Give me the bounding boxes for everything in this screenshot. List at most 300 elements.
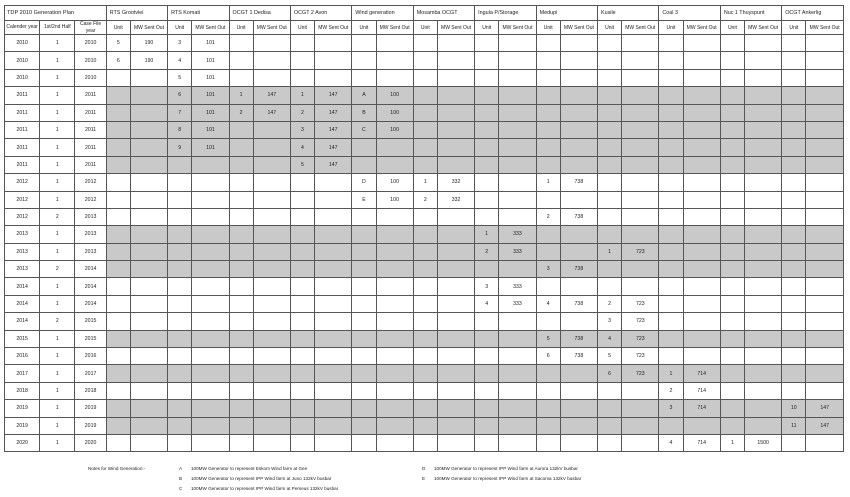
mw-cell: 101 xyxy=(192,69,229,86)
mw-cell xyxy=(622,121,659,138)
unit-cell xyxy=(659,417,683,434)
project-header: OCGT Ankerlig xyxy=(782,6,844,21)
half-cell: 1 xyxy=(40,104,75,121)
case-file-year-cell: 2011 xyxy=(75,139,106,156)
mw-cell xyxy=(744,174,781,191)
unit-cell xyxy=(290,330,314,347)
project-header: RTS Komati xyxy=(168,6,229,21)
unit-cell xyxy=(720,104,744,121)
calender-year-cell: 2015 xyxy=(5,330,40,347)
mw-cell: 714 xyxy=(683,382,720,399)
mw-cell xyxy=(683,191,720,208)
mw-cell xyxy=(253,330,290,347)
mw-cell xyxy=(315,382,352,399)
unit-cell xyxy=(720,278,744,295)
half-cell: 1 xyxy=(40,87,75,104)
mw-cell xyxy=(315,400,352,417)
unit-cell xyxy=(352,278,376,295)
unit-cell xyxy=(598,434,622,451)
unit-cell xyxy=(106,330,130,347)
unit-cell xyxy=(536,243,560,260)
calender-year-cell: 2011 xyxy=(5,87,40,104)
mw-cell xyxy=(192,313,229,330)
unit-cell: 2 xyxy=(229,104,253,121)
mw-cell: 101 xyxy=(192,139,229,156)
calender-year-cell: 2018 xyxy=(5,382,40,399)
mw-cell xyxy=(376,417,413,434)
table-row xyxy=(5,278,844,295)
mw-cell: 101 xyxy=(192,121,229,138)
unit-cell xyxy=(413,365,437,382)
unit-cell: 1 xyxy=(475,226,499,243)
mw-cell xyxy=(376,139,413,156)
mw-cell xyxy=(806,191,844,208)
unit-cell xyxy=(229,365,253,382)
mw-cell xyxy=(560,52,597,69)
unit-cell xyxy=(720,417,744,434)
mw-cell: 723 xyxy=(622,295,659,312)
mw-cell xyxy=(560,35,597,52)
mw-cell xyxy=(560,87,597,104)
mw-cell xyxy=(806,313,844,330)
unit-cell xyxy=(352,208,376,225)
mw-cell xyxy=(376,208,413,225)
half-cell: 1 xyxy=(40,365,75,382)
unit-cell xyxy=(229,243,253,260)
mw-cell xyxy=(560,69,597,86)
unit-cell xyxy=(475,69,499,86)
unit-cell xyxy=(106,295,130,312)
half-header: 1st/2nd Half xyxy=(40,21,75,35)
unit-cell xyxy=(598,261,622,278)
unit-cell xyxy=(229,174,253,191)
mw-cell xyxy=(437,417,474,434)
unit-cell xyxy=(720,365,744,382)
unit-cell xyxy=(352,35,376,52)
mw-cell xyxy=(192,278,229,295)
mw-cell xyxy=(806,295,844,312)
mw-cell xyxy=(683,69,720,86)
table-row xyxy=(5,226,844,243)
unit-cell xyxy=(782,365,806,382)
unit-cell xyxy=(659,156,683,173)
unit-cell xyxy=(782,261,806,278)
mw-cell xyxy=(315,69,352,86)
unit-cell xyxy=(720,330,744,347)
mw-cell xyxy=(744,382,781,399)
mw-cell xyxy=(499,87,536,104)
mw-cell xyxy=(315,35,352,52)
unit-cell xyxy=(720,261,744,278)
unit-cell xyxy=(475,434,499,451)
case-file-year-cell: 2011 xyxy=(75,104,106,121)
unit-cell xyxy=(106,261,130,278)
mw-cell: 147 xyxy=(806,400,844,417)
mw-cell xyxy=(130,434,167,451)
unit-cell xyxy=(475,121,499,138)
unit-cell xyxy=(413,69,437,86)
unit-cell xyxy=(229,52,253,69)
unit-cell: 1 xyxy=(229,87,253,104)
table-row xyxy=(5,382,844,399)
unit-cell xyxy=(352,295,376,312)
mw-cell xyxy=(560,365,597,382)
project-header: Medupi xyxy=(536,6,597,21)
mw-cell xyxy=(499,121,536,138)
mw-cell xyxy=(253,278,290,295)
unit-cell xyxy=(229,313,253,330)
unit-cell xyxy=(782,278,806,295)
header-row-projects xyxy=(5,6,844,21)
mw-cell xyxy=(315,348,352,365)
mw-cell xyxy=(683,156,720,173)
case-file-year-cell: 2016 xyxy=(75,348,106,365)
project-header: Ingula P/Storage xyxy=(475,6,536,21)
mw-cell xyxy=(130,400,167,417)
generation-plan-table xyxy=(4,5,844,452)
unit-cell xyxy=(659,139,683,156)
mw-cell: 738 xyxy=(560,174,597,191)
mw-cell xyxy=(744,156,781,173)
note-letter: A xyxy=(179,466,183,471)
unit-cell xyxy=(659,121,683,138)
unit-cell xyxy=(536,139,560,156)
unit-cell xyxy=(659,261,683,278)
unit-cell xyxy=(229,348,253,365)
unit-cell xyxy=(229,191,253,208)
mw-cell: 714 xyxy=(683,400,720,417)
table-row xyxy=(5,417,844,434)
unit-cell: 2 xyxy=(475,243,499,260)
unit-cell: 3 xyxy=(168,35,192,52)
mw-cell xyxy=(130,191,167,208)
mw-cell xyxy=(499,52,536,69)
unit-cell xyxy=(536,417,560,434)
mw-cell xyxy=(683,348,720,365)
mw-cell xyxy=(560,121,597,138)
mw-cell xyxy=(744,191,781,208)
unit-cell xyxy=(352,156,376,173)
mw-cell xyxy=(622,382,659,399)
mw-cell: 147 xyxy=(315,139,352,156)
unit-cell: 1 xyxy=(659,365,683,382)
unit-cell xyxy=(290,417,314,434)
unit-cell: 1 xyxy=(290,87,314,104)
unit-cell xyxy=(782,121,806,138)
unit-cell: D xyxy=(352,174,376,191)
calender-year-cell: 2012 xyxy=(5,208,40,225)
unit-cell: 3 xyxy=(290,121,314,138)
generation-plan xyxy=(4,5,844,491)
unit-cell xyxy=(290,191,314,208)
mw-cell xyxy=(130,139,167,156)
unit-cell xyxy=(352,52,376,69)
unit-cell xyxy=(720,295,744,312)
table-row xyxy=(5,191,844,208)
unit-cell xyxy=(598,400,622,417)
unit-cell: 11 xyxy=(782,417,806,434)
unit-cell xyxy=(106,69,130,86)
mw-cell xyxy=(130,243,167,260)
mw-cell xyxy=(683,174,720,191)
table-row xyxy=(5,208,844,225)
mw-sent-out-header: MW Sent Out xyxy=(499,21,536,35)
unit-cell xyxy=(659,313,683,330)
unit-cell xyxy=(720,121,744,138)
mw-cell: 101 xyxy=(192,52,229,69)
note-letter: B xyxy=(179,476,183,481)
unit-cell xyxy=(536,121,560,138)
mw-cell: 332 xyxy=(437,191,474,208)
unit-cell: 1 xyxy=(413,174,437,191)
mw-cell xyxy=(744,400,781,417)
unit-cell xyxy=(598,417,622,434)
mw-cell xyxy=(622,174,659,191)
mw-cell xyxy=(806,330,844,347)
mw-cell xyxy=(683,208,720,225)
unit-cell xyxy=(168,261,192,278)
unit-cell xyxy=(782,226,806,243)
mw-cell xyxy=(130,330,167,347)
unit-cell xyxy=(413,313,437,330)
unit-cell xyxy=(720,52,744,69)
mw-cell xyxy=(806,226,844,243)
mw-cell xyxy=(744,278,781,295)
mw-cell xyxy=(622,87,659,104)
mw-cell: 333 xyxy=(499,243,536,260)
unit-cell xyxy=(290,400,314,417)
note-item xyxy=(179,476,331,481)
mw-cell xyxy=(376,313,413,330)
project-header: OCGT 2 Avon xyxy=(290,6,351,21)
unit-cell xyxy=(782,191,806,208)
mw-cell: 100 xyxy=(376,104,413,121)
mw-cell xyxy=(315,365,352,382)
unit-cell xyxy=(352,139,376,156)
unit-cell: A xyxy=(352,87,376,104)
mw-cell xyxy=(499,330,536,347)
unit-header: Unit xyxy=(168,21,192,35)
table-row xyxy=(5,174,844,191)
unit-cell xyxy=(475,87,499,104)
mw-cell xyxy=(683,243,720,260)
mw-cell xyxy=(806,104,844,121)
unit-cell xyxy=(475,382,499,399)
unit-cell xyxy=(413,278,437,295)
unit-cell xyxy=(168,208,192,225)
calender-year-cell: 2012 xyxy=(5,191,40,208)
mw-cell xyxy=(806,52,844,69)
unit-cell: 9 xyxy=(168,139,192,156)
note-text: 100MW Generator to represent IPP Wind farm at Sacoma 132kV busbar xyxy=(434,476,582,481)
unit-cell xyxy=(352,226,376,243)
unit-cell xyxy=(475,52,499,69)
note-letter: E xyxy=(422,476,426,481)
unit-cell xyxy=(598,52,622,69)
unit-cell xyxy=(290,261,314,278)
unit-cell xyxy=(720,313,744,330)
unit-cell xyxy=(782,208,806,225)
header-row-units xyxy=(5,21,844,35)
mw-cell xyxy=(130,121,167,138)
unit-cell xyxy=(290,226,314,243)
mw-cell xyxy=(622,208,659,225)
mw-cell xyxy=(376,295,413,312)
mw-cell xyxy=(744,261,781,278)
mw-cell xyxy=(192,434,229,451)
calender-year-cell: 2012 xyxy=(5,174,40,191)
unit-cell xyxy=(659,348,683,365)
unit-cell xyxy=(720,191,744,208)
unit-cell xyxy=(168,330,192,347)
case-file-year-cell: 2014 xyxy=(75,278,106,295)
unit-cell xyxy=(352,313,376,330)
mw-cell xyxy=(437,313,474,330)
mw-cell xyxy=(376,365,413,382)
mw-cell xyxy=(622,417,659,434)
unit-header: Unit xyxy=(720,21,744,35)
mw-cell xyxy=(315,52,352,69)
project-header: RTS Grootvlei xyxy=(106,6,167,21)
mw-cell xyxy=(437,278,474,295)
mw-cell xyxy=(744,243,781,260)
note-letter: D xyxy=(422,466,426,471)
mw-cell xyxy=(622,278,659,295)
table-row xyxy=(5,156,844,173)
unit-cell xyxy=(229,417,253,434)
case-file-year-cell: 2012 xyxy=(75,174,106,191)
unit-cell xyxy=(598,191,622,208)
unit-cell: 4 xyxy=(536,295,560,312)
mw-cell xyxy=(437,226,474,243)
unit-cell xyxy=(782,104,806,121)
mw-cell xyxy=(253,52,290,69)
table-row xyxy=(5,295,844,312)
mw-cell xyxy=(622,434,659,451)
unit-cell: 2 xyxy=(536,208,560,225)
unit-cell xyxy=(106,121,130,138)
unit-cell xyxy=(106,243,130,260)
mw-cell xyxy=(376,278,413,295)
mw-cell xyxy=(130,69,167,86)
unit-cell xyxy=(229,330,253,347)
unit-cell xyxy=(475,313,499,330)
mw-sent-out-header: MW Sent Out xyxy=(683,21,720,35)
mw-cell: 738 xyxy=(560,330,597,347)
half-cell: 1 xyxy=(40,434,75,451)
mw-cell xyxy=(683,139,720,156)
unit-cell: 10 xyxy=(782,400,806,417)
mw-cell xyxy=(130,278,167,295)
mw-cell xyxy=(192,156,229,173)
mw-cell xyxy=(622,191,659,208)
unit-cell: 4 xyxy=(290,139,314,156)
table-row xyxy=(5,261,844,278)
unit-cell xyxy=(659,35,683,52)
unit-cell xyxy=(536,69,560,86)
mw-cell xyxy=(437,87,474,104)
mw-cell xyxy=(315,208,352,225)
mw-cell xyxy=(806,35,844,52)
unit-cell xyxy=(168,313,192,330)
calender-year-cell: 2013 xyxy=(5,261,40,278)
case-file-year-cell: 2015 xyxy=(75,330,106,347)
unit-cell xyxy=(106,226,130,243)
unit-cell xyxy=(659,208,683,225)
mw-sent-out-header: MW Sent Out xyxy=(560,21,597,35)
mw-cell xyxy=(315,191,352,208)
mw-cell xyxy=(376,261,413,278)
unit-cell xyxy=(290,278,314,295)
half-cell: 2 xyxy=(40,313,75,330)
mw-cell xyxy=(315,330,352,347)
unit-cell xyxy=(413,208,437,225)
mw-cell xyxy=(499,208,536,225)
mw-cell xyxy=(437,365,474,382)
unit-cell xyxy=(352,382,376,399)
mw-cell xyxy=(192,417,229,434)
mw-cell xyxy=(560,243,597,260)
mw-cell xyxy=(192,261,229,278)
unit-cell: 6 xyxy=(536,348,560,365)
mw-cell xyxy=(192,330,229,347)
mw-cell xyxy=(806,243,844,260)
unit-cell xyxy=(168,295,192,312)
unit-cell xyxy=(659,104,683,121)
mw-cell xyxy=(130,156,167,173)
unit-cell xyxy=(475,139,499,156)
mw-cell xyxy=(253,348,290,365)
unit-cell xyxy=(598,69,622,86)
note-item xyxy=(422,466,578,471)
mw-cell xyxy=(744,121,781,138)
case-file-year-cell: 2013 xyxy=(75,226,106,243)
mw-cell xyxy=(376,52,413,69)
table-body xyxy=(5,6,844,452)
mw-cell xyxy=(192,174,229,191)
unit-cell: 2 xyxy=(659,382,683,399)
mw-cell xyxy=(315,295,352,312)
unit-cell xyxy=(413,121,437,138)
mw-cell: 147 xyxy=(315,87,352,104)
unit-cell xyxy=(168,174,192,191)
mw-cell xyxy=(192,243,229,260)
unit-cell xyxy=(290,243,314,260)
calender-year-cell: 2013 xyxy=(5,226,40,243)
mw-cell xyxy=(130,226,167,243)
unit-cell xyxy=(352,261,376,278)
calender-year-cell: 2019 xyxy=(5,400,40,417)
mw-cell xyxy=(437,243,474,260)
unit-cell xyxy=(229,69,253,86)
half-cell: 1 xyxy=(40,139,75,156)
unit-cell xyxy=(352,365,376,382)
mw-cell xyxy=(499,417,536,434)
project-header: OCGT 1 Dedisa xyxy=(229,6,290,21)
calender-year-header: Calender year xyxy=(5,21,40,35)
mw-cell xyxy=(622,35,659,52)
mw-cell xyxy=(499,35,536,52)
unit-cell xyxy=(290,365,314,382)
unit-cell xyxy=(106,208,130,225)
mw-cell xyxy=(560,417,597,434)
mw-cell xyxy=(683,104,720,121)
note-item xyxy=(179,466,307,471)
unit-cell xyxy=(536,52,560,69)
unit-cell: 3 xyxy=(475,278,499,295)
unit-cell xyxy=(229,261,253,278)
mw-cell xyxy=(683,330,720,347)
